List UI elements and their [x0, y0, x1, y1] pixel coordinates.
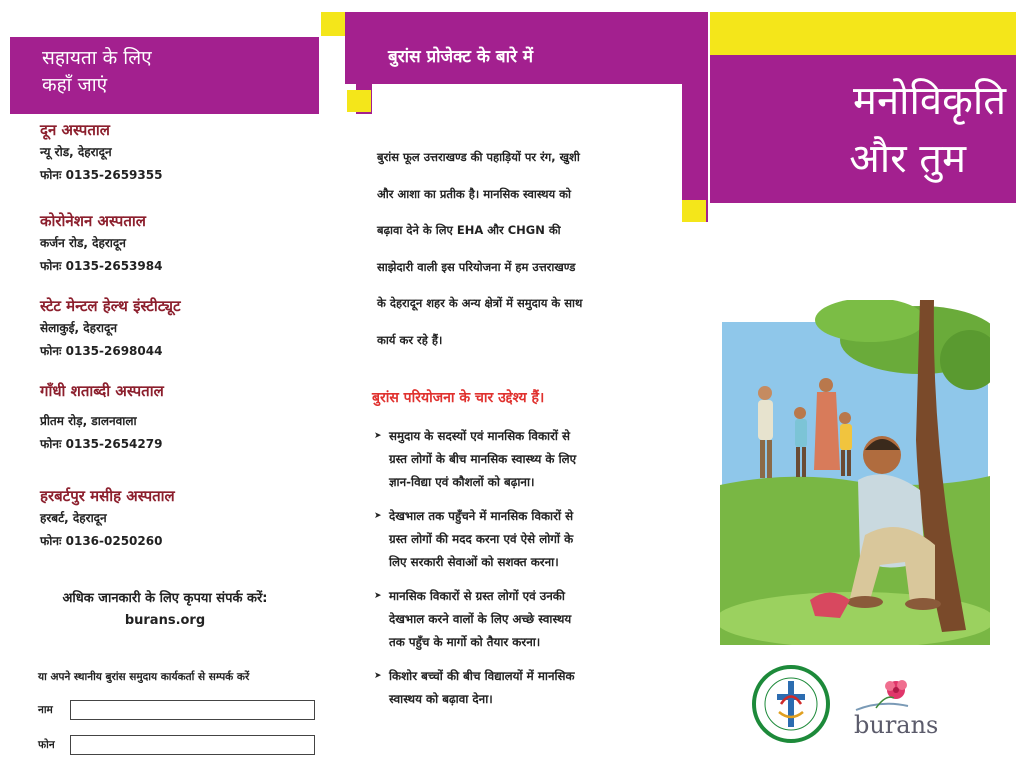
- paragraph-line: साझेदारी वाली इस परियोजना में हम उत्तराखण्ड: [377, 259, 576, 274]
- more-info-text: अधिक जानकारी के लिए कृपया संपर्क करें:: [62, 591, 268, 606]
- hospital-phone: फोनः 0135-2654279: [40, 437, 163, 451]
- middle-header-title: बुरांस प्रोजेक्ट के बारे में: [388, 47, 534, 67]
- hospital-phone: फोनः 0135-2653984: [40, 259, 163, 273]
- objective-line: ग्रस्त लोगों के बीच मानसिक स्वास्थ्य के लिए: [389, 452, 577, 466]
- hospital-name: हरबर्टपुर मसीह अस्पताल: [40, 487, 175, 505]
- name-label: नाम: [38, 704, 53, 716]
- yellow-square-decoration: [682, 200, 706, 222]
- hospital-entry: [40, 295, 320, 363]
- left-header-line1: सहायता के लिए: [42, 47, 152, 69]
- objective-item: [374, 665, 670, 711]
- hospital-entry: [40, 380, 320, 456]
- hospital-name: दून अस्पताल: [40, 121, 110, 139]
- objective-line: लिए सरकारी सेवाओं को सशक्त करना।: [389, 555, 559, 569]
- hospital-address: प्रीतम रोड़, डालनवाला: [40, 414, 137, 428]
- hospital-phone: फोनः 0136-0250260: [40, 534, 163, 548]
- paragraph-line: कार्य कर रहे हैं।: [377, 332, 443, 347]
- phone-label: फोन: [38, 739, 55, 751]
- objective-item: [374, 425, 670, 494]
- hospital-emblem-icon: [751, 664, 831, 744]
- objective-line: ज्ञान-विद्या एवं कौशलों को बढ़ाना।: [389, 475, 535, 489]
- hospital-address: हरबर्ट, देहरादून: [40, 511, 107, 525]
- arrow-bullet-icon: ➤: [374, 431, 382, 441]
- hospital-address: न्यू रोड, देहरादून: [40, 145, 112, 159]
- objective-line: मानसिक विकारों से ग्रस्त लोगों एवं उनकी: [389, 589, 565, 603]
- burans-logo-text: burans: [854, 711, 939, 739]
- objective-item: [374, 585, 670, 654]
- hospital-name: कोरोनेशन अस्पताल: [40, 212, 146, 230]
- website-link[interactable]: burans.org: [124, 613, 206, 628]
- burans-flower-icon: [846, 676, 926, 714]
- hospital-name: गाँधी शताब्दी अस्पताल: [40, 382, 164, 400]
- brochure-title: [730, 72, 1006, 188]
- arrow-bullet-icon: ➤: [374, 671, 382, 681]
- right-yellow-band: [710, 12, 1016, 55]
- objectives-title: बुरांस परियोजना के चार उद्देश्य हैं।: [372, 390, 545, 406]
- title-line1: मनोविकृति: [853, 78, 1006, 124]
- arrow-bullet-icon: ➤: [374, 511, 382, 521]
- hospital-name: स्टेट मेन्टल हेल्थ इंस्टीट्यूट: [40, 297, 181, 315]
- arrow-bullet-icon: ➤: [374, 591, 382, 601]
- hospital-entry: [40, 119, 320, 187]
- paragraph-line: के देहरादून शहर के अन्य क्षेत्रों में समुदाय के साथ: [377, 296, 583, 311]
- middle-side-bar: [682, 12, 708, 222]
- objective-line: ग्रस्त लोगों की मदद करना एवं ऐसे लोगों के: [389, 532, 574, 546]
- about-paragraph: [377, 139, 667, 359]
- tree-canopy: [815, 300, 925, 342]
- hospital-entry: [40, 210, 320, 278]
- yellow-square-decoration: [321, 12, 345, 36]
- paragraph-line: बुरांस फूल उत्तराखण्ड की पहाड़ियों पर रंग, खुशी: [377, 150, 580, 164]
- objective-line: समुदाय के सदस्यों एवं मानसिक विकारों से: [389, 429, 571, 443]
- left-header-line2: कहाँ जाएं: [42, 74, 108, 96]
- local-contact-text: या अपने स्थानीय बुरांस समुदाय कार्यकर्ता से सम्पर्क करें: [38, 671, 250, 683]
- objective-line: स्वास्थय को बढ़ावा देना।: [389, 692, 493, 706]
- hospital-address: सेलाकुई, देहरादून: [40, 321, 117, 335]
- objective-line: किशोर बच्चों की बीच विद्यालयों में मानसिक: [389, 669, 575, 683]
- objective-item: [374, 505, 670, 574]
- yellow-square-decoration: [347, 90, 371, 112]
- hospital-phone: फोनः 0135-2659355: [40, 168, 163, 182]
- hospital-entry: [40, 485, 320, 553]
- paragraph-line: बढ़ावा देने के लिए EHA और CHGN की: [377, 223, 561, 238]
- paragraph-line: और आशा का प्रतीक है। मानसिक स्वास्थय को: [377, 186, 571, 201]
- objective-line: देखभाल करने वालों के लिए अच्छे स्वास्थय: [389, 612, 572, 626]
- left-header-title: [42, 45, 302, 99]
- name-field[interactable]: [70, 700, 315, 720]
- illustration-distressed-man-under-tree: [720, 300, 990, 645]
- hospital-phone: फोनः 0135-2698044: [40, 344, 163, 358]
- hospital-address: कर्जन रोड, देहरादून: [40, 236, 126, 250]
- title-line2: और तुम: [849, 136, 966, 182]
- objective-line: तक पहुँच के मार्गो को तैयार करना।: [389, 635, 541, 649]
- objective-line: देखभाल तक पहुँचने में मानसिक विकारों से: [389, 509, 574, 523]
- phone-field[interactable]: [70, 735, 315, 755]
